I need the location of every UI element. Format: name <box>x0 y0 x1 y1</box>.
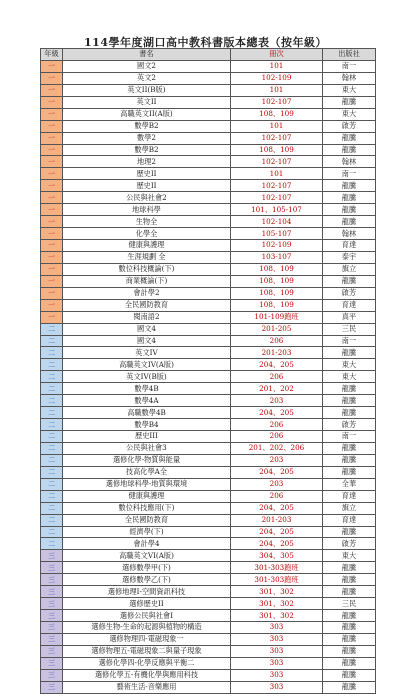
table-row <box>41 275 376 287</box>
grade-cell: 一 <box>41 251 63 263</box>
grade-cell: 一 <box>41 156 63 168</box>
table-row <box>41 514 376 526</box>
version-cell: 101、105-107 <box>231 204 323 216</box>
version-cell: 101 <box>231 120 323 132</box>
publisher-cell: 翰林 <box>323 72 376 84</box>
table-row <box>41 466 376 478</box>
grade-cell: 二 <box>41 514 63 526</box>
version-cell: 204、205 <box>231 538 323 550</box>
publisher-cell: 真平 <box>323 311 376 323</box>
publisher-cell: 東大 <box>323 359 376 371</box>
grade-cell: 二 <box>41 526 63 538</box>
table-row <box>41 550 376 562</box>
publisher-cell: 龍騰 <box>323 669 376 681</box>
header-book: 書名 <box>63 49 231 61</box>
publisher-cell: 龍騰 <box>323 657 376 669</box>
version-cell: 102-109 <box>231 240 323 252</box>
version-cell: 301-303跑班 <box>231 574 323 586</box>
publisher-cell: 翰林 <box>323 228 376 240</box>
table-row <box>41 96 376 108</box>
book-title-cell: 數學4B <box>63 383 231 395</box>
version-cell: 108、109 <box>231 108 323 120</box>
grade-cell: 三 <box>41 645 63 657</box>
version-cell: 108、109 <box>231 144 323 156</box>
version-cell: 102-104 <box>231 216 323 228</box>
book-title-cell: 技高化學A全 <box>63 466 231 478</box>
version-cell: 204、205 <box>231 466 323 478</box>
grade-cell: 二 <box>41 323 63 335</box>
grade-cell: 一 <box>41 144 63 156</box>
publisher-cell: 南一 <box>323 335 376 347</box>
publisher-cell: 龍騰 <box>323 96 376 108</box>
table-row <box>41 240 376 252</box>
grade-cell: 一 <box>41 216 63 228</box>
grade-cell: 一 <box>41 180 63 192</box>
book-title-cell: 健康與護理 <box>63 490 231 502</box>
book-title-cell: 地球科學 <box>63 204 231 216</box>
grade-cell: 二 <box>41 359 63 371</box>
book-title-cell: 選修化學-物質與能量 <box>63 454 231 466</box>
publisher-cell: 旗立 <box>323 502 376 514</box>
table-row <box>41 490 376 502</box>
table-row <box>41 323 376 335</box>
publisher-cell: 龍騰 <box>323 574 376 586</box>
publisher-cell: 龍騰 <box>323 586 376 598</box>
grade-cell: 一 <box>41 84 63 96</box>
textbook-table <box>40 48 376 694</box>
grade-cell: 一 <box>41 120 63 132</box>
table-row <box>41 633 376 645</box>
version-cell: 102-107 <box>231 132 323 144</box>
table-row <box>41 228 376 240</box>
grade-cell: 一 <box>41 287 63 299</box>
table-row <box>41 681 376 693</box>
book-title-cell: 選修歷史II <box>63 598 231 610</box>
publisher-cell: 龍騰 <box>323 466 376 478</box>
table-row <box>41 395 376 407</box>
version-cell: 303 <box>231 657 323 669</box>
publisher-cell: 啟芳 <box>323 287 376 299</box>
publisher-cell: 龍騰 <box>323 395 376 407</box>
table-row <box>41 216 376 228</box>
grade-cell: 一 <box>41 228 63 240</box>
page-title: 114學年度湖口高中教科書版本總表（按年級） <box>84 36 327 49</box>
book-title-cell: 歷史II <box>63 180 231 192</box>
book-title-cell: 英文IV(B版) <box>63 371 231 383</box>
version-cell: 102-107 <box>231 96 323 108</box>
version-cell: 101 <box>231 168 323 180</box>
book-title-cell: 歷史III <box>63 431 231 443</box>
version-cell: 204、205 <box>231 526 323 538</box>
publisher-cell: 東大 <box>323 108 376 120</box>
grade-cell: 一 <box>41 108 63 120</box>
table-row <box>41 383 376 395</box>
table-row <box>41 180 376 192</box>
version-cell: 204、205 <box>231 502 323 514</box>
table-row <box>41 120 376 132</box>
book-title-cell: 公民與社會3 <box>63 442 231 454</box>
table-row <box>41 144 376 156</box>
publisher-cell: 全華 <box>323 478 376 490</box>
publisher-cell: 龍騰 <box>323 383 376 395</box>
grade-cell: 三 <box>41 681 63 693</box>
grade-cell: 二 <box>41 478 63 490</box>
book-title-cell: 選修公民與社會I <box>63 610 231 622</box>
publisher-cell: 龍騰 <box>323 216 376 228</box>
version-cell: 101 <box>231 60 323 72</box>
book-title-cell: 藝術生活-音樂應用 <box>63 681 231 693</box>
grade-cell: 二 <box>41 454 63 466</box>
grade-cell: 二 <box>41 490 63 502</box>
book-title-cell: 選修生物-生命的起源與植物的構造 <box>63 622 231 634</box>
book-title-cell: 選修數學甲(下) <box>63 562 231 574</box>
table-row <box>41 371 376 383</box>
grade-cell: 二 <box>41 419 63 431</box>
grade-cell: 二 <box>41 466 63 478</box>
publisher-cell: 龍騰 <box>323 681 376 693</box>
grade-cell: 三 <box>41 657 63 669</box>
publisher-cell: 育達 <box>323 490 376 502</box>
publisher-cell: 龍騰 <box>323 204 376 216</box>
book-title-cell: 高職英文II(A版) <box>63 108 231 120</box>
publisher-cell: 東大 <box>323 84 376 96</box>
publisher-cell: 旗立 <box>323 263 376 275</box>
book-title-cell: 高職英文IV(A版) <box>63 359 231 371</box>
grade-cell: 三 <box>41 550 63 562</box>
grade-cell: 二 <box>41 347 63 359</box>
version-cell: 206 <box>231 490 323 502</box>
version-cell: 203 <box>231 395 323 407</box>
table-row <box>41 610 376 622</box>
table-row <box>41 335 376 347</box>
table-header-row <box>41 49 376 61</box>
publisher-cell: 育達 <box>323 240 376 252</box>
grade-cell: 一 <box>41 263 63 275</box>
publisher-cell: 龍騰 <box>323 442 376 454</box>
publisher-cell: 龍騰 <box>323 633 376 645</box>
book-title-cell: 閱南語2 <box>63 311 231 323</box>
book-title-cell: 英文2 <box>63 72 231 84</box>
book-title-cell: 全民國防教育 <box>63 514 231 526</box>
publisher-cell: 龍騰 <box>323 144 376 156</box>
book-title-cell: 化學全 <box>63 228 231 240</box>
publisher-cell: 三民 <box>323 598 376 610</box>
version-cell: 108、109 <box>231 287 323 299</box>
version-cell: 206 <box>231 431 323 443</box>
table-row <box>41 192 376 204</box>
version-cell: 108、109 <box>231 299 323 311</box>
publisher-cell: 龍騰 <box>323 622 376 634</box>
header-version: 冊次 <box>231 49 323 61</box>
grade-cell: 二 <box>41 335 63 347</box>
book-title-cell: 數學2 <box>63 132 231 144</box>
book-title-cell: 地理2 <box>63 156 231 168</box>
book-title-cell: 生物全 <box>63 216 231 228</box>
publisher-cell: 龍騰 <box>323 132 376 144</box>
version-cell: 203 <box>231 454 323 466</box>
publisher-cell: 龍騰 <box>323 180 376 192</box>
publisher-cell: 龍騰 <box>323 562 376 574</box>
book-title-cell: 選修數學乙(下) <box>63 574 231 586</box>
publisher-cell: 龍騰 <box>323 275 376 287</box>
book-title-cell: 全民國防教育 <box>63 299 231 311</box>
table-row <box>41 502 376 514</box>
publisher-cell: 龍騰 <box>323 645 376 657</box>
version-cell: 303 <box>231 645 323 657</box>
publisher-cell: 龍騰 <box>323 347 376 359</box>
table-row <box>41 645 376 657</box>
grade-cell: 二 <box>41 502 63 514</box>
table-row <box>41 108 376 120</box>
version-cell: 301、302 <box>231 610 323 622</box>
table-row <box>41 132 376 144</box>
version-cell: 102-109 <box>231 72 323 84</box>
grade-cell: 二 <box>41 431 63 443</box>
version-cell: 201、202 <box>231 383 323 395</box>
grade-cell: 一 <box>41 72 63 84</box>
table-row <box>41 168 376 180</box>
table-row <box>41 84 376 96</box>
table-row <box>41 60 376 72</box>
version-cell: 301、302 <box>231 598 323 610</box>
book-title-cell: 高職數學4B <box>63 407 231 419</box>
version-cell: 303 <box>231 681 323 693</box>
book-title-cell: 英文II(B版) <box>63 84 231 96</box>
grade-cell: 一 <box>41 299 63 311</box>
book-title-cell: 數學B2 <box>63 144 231 156</box>
publisher-cell: 泰宇 <box>323 251 376 263</box>
version-cell: 304、305 <box>231 550 323 562</box>
version-cell: 201-203 <box>231 347 323 359</box>
table-row <box>41 251 376 263</box>
grade-cell: 一 <box>41 311 63 323</box>
book-title-cell: 英文IV <box>63 347 231 359</box>
publisher-cell: 東大 <box>323 371 376 383</box>
table-row <box>41 359 376 371</box>
table-row <box>41 657 376 669</box>
book-title-cell: 會計學2 <box>63 287 231 299</box>
version-cell: 101 <box>231 84 323 96</box>
version-cell: 108、109 <box>231 275 323 287</box>
grade-cell: 一 <box>41 192 63 204</box>
book-title-cell: 國文2 <box>63 60 231 72</box>
table-row <box>41 156 376 168</box>
grade-cell: 一 <box>41 204 63 216</box>
version-cell: 303 <box>231 633 323 645</box>
version-cell: 303 <box>231 622 323 634</box>
version-cell: 201-203 <box>231 514 323 526</box>
grade-cell: 三 <box>41 598 63 610</box>
table-row <box>41 263 376 275</box>
publisher-cell: 育達 <box>323 299 376 311</box>
version-cell: 102-107 <box>231 156 323 168</box>
table-row <box>41 586 376 598</box>
book-title-cell: 選修地理I-空間資訊科技 <box>63 586 231 598</box>
grade-cell: 三 <box>41 633 63 645</box>
publisher-cell: 東大 <box>323 550 376 562</box>
table-row <box>41 431 376 443</box>
book-title-cell: 歷史II <box>63 168 231 180</box>
publisher-cell: 龍騰 <box>323 407 376 419</box>
publisher-cell: 龍騰 <box>323 526 376 538</box>
book-title-cell: 健康與護理 <box>63 240 231 252</box>
publisher-cell: 南一 <box>323 168 376 180</box>
grade-cell: 一 <box>41 60 63 72</box>
version-cell: 303 <box>231 669 323 681</box>
version-cell: 102-107 <box>231 192 323 204</box>
grade-cell: 一 <box>41 240 63 252</box>
version-cell: 206 <box>231 419 323 431</box>
version-cell: 203 <box>231 478 323 490</box>
grade-cell: 一 <box>41 132 63 144</box>
version-cell: 201、202、206 <box>231 442 323 454</box>
publisher-cell: 啟芳 <box>323 419 376 431</box>
book-title-cell: 商業概論(下) <box>63 275 231 287</box>
version-cell: 103-107 <box>231 251 323 263</box>
publisher-cell: 啟芳 <box>323 538 376 550</box>
table-row <box>41 442 376 454</box>
book-title-cell: 選修物理四-電磁現象一 <box>63 633 231 645</box>
book-title-cell: 高職英文VI(A版) <box>63 550 231 562</box>
table-row <box>41 574 376 586</box>
grade-cell: 一 <box>41 275 63 287</box>
publisher-cell: 南一 <box>323 60 376 72</box>
publisher-cell: 龍騰 <box>323 454 376 466</box>
table-row <box>41 562 376 574</box>
table-row <box>41 478 376 490</box>
book-title-cell: 數學B2 <box>63 120 231 132</box>
version-cell: 101-109跑班 <box>231 311 323 323</box>
grade-cell: 二 <box>41 538 63 550</box>
version-cell: 105-107 <box>231 228 323 240</box>
book-title-cell: 選修物理五-電磁現象二與量子現象 <box>63 645 231 657</box>
book-title-cell: 公民與社會2 <box>63 192 231 204</box>
book-title-cell: 英文II <box>63 96 231 108</box>
grade-cell: 一 <box>41 168 63 180</box>
table-row <box>41 598 376 610</box>
version-cell: 108、109 <box>231 263 323 275</box>
table-row <box>41 526 376 538</box>
book-title-cell: 經濟學(下) <box>63 526 231 538</box>
table-row <box>41 669 376 681</box>
version-cell: 301、302 <box>231 586 323 598</box>
grade-cell: 三 <box>41 574 63 586</box>
table-row <box>41 347 376 359</box>
table-row <box>41 72 376 84</box>
grade-cell: 二 <box>41 383 63 395</box>
table-row <box>41 311 376 323</box>
grade-cell: 三 <box>41 586 63 598</box>
header-publisher: 出版社 <box>323 49 376 61</box>
version-cell: 102-107 <box>231 180 323 192</box>
publisher-cell: 翰林 <box>323 156 376 168</box>
version-cell: 201-205 <box>231 323 323 335</box>
grade-cell: 二 <box>41 395 63 407</box>
table-row <box>41 287 376 299</box>
book-title-cell: 生涯規劃 全 <box>63 251 231 263</box>
book-title-cell: 選修地球科學-地質與環境 <box>63 478 231 490</box>
header-grade: 年級 <box>41 49 63 61</box>
publisher-cell: 龍騰 <box>323 610 376 622</box>
table-row <box>41 299 376 311</box>
book-title-cell: 選修化學四-化學反應與平衡二 <box>63 657 231 669</box>
book-title-cell: 國文4 <box>63 323 231 335</box>
grade-cell: 三 <box>41 610 63 622</box>
book-title-cell: 國文4 <box>63 335 231 347</box>
book-title-cell: 數學4A <box>63 395 231 407</box>
table-row <box>41 622 376 634</box>
book-title-cell: 數位科技概論(下) <box>63 263 231 275</box>
grade-cell: 二 <box>41 407 63 419</box>
version-cell: 206 <box>231 335 323 347</box>
table-row <box>41 407 376 419</box>
book-title-cell: 數學B4 <box>63 419 231 431</box>
grade-cell: 一 <box>41 96 63 108</box>
grade-cell: 二 <box>41 442 63 454</box>
publisher-cell: 啟芳 <box>323 120 376 132</box>
book-title-cell: 數位科技應用(下) <box>63 502 231 514</box>
book-title-cell: 會計學4 <box>63 538 231 550</box>
version-cell: 206 <box>231 371 323 383</box>
publisher-cell: 龍騰 <box>323 192 376 204</box>
publisher-cell: 育達 <box>323 514 376 526</box>
grade-cell: 三 <box>41 622 63 634</box>
publisher-cell: 南一 <box>323 431 376 443</box>
version-cell: 301-303跑班 <box>231 562 323 574</box>
version-cell: 204、205 <box>231 407 323 419</box>
table-row <box>41 204 376 216</box>
table-row <box>41 419 376 431</box>
grade-cell: 三 <box>41 562 63 574</box>
version-cell: 204、205 <box>231 359 323 371</box>
grade-cell: 三 <box>41 669 63 681</box>
publisher-cell: 三民 <box>323 323 376 335</box>
book-title-cell: 選修化學五-有機化學與應用科技 <box>63 669 231 681</box>
table-row <box>41 454 376 466</box>
grade-cell: 二 <box>41 371 63 383</box>
table-row <box>41 538 376 550</box>
table-body <box>41 60 376 693</box>
